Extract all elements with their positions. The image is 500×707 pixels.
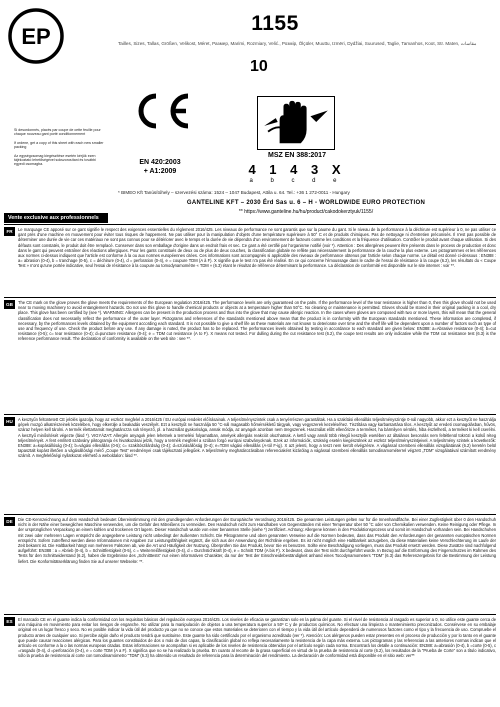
performance-letters: a b c d e bbox=[249, 178, 345, 184]
notified-body-line: * BIMEO Kft Tanúsítóhely – szervezési száma: 1524 – 1047 Budapest, Attila u. 64. Tel.: +36 1 272-0011 - Hungary bbox=[118, 190, 350, 195]
divider bbox=[4, 224, 496, 225]
divider bbox=[4, 614, 496, 615]
lang-text: The CE mark on the glove proves the glove meets the requirements of the European regulation 2016/425. The performance levels are only guaranteed on the palm. If the performance level of the tear resistance is higher than 0, then this glove should not be used near to moving machinery to avoid entanglement hazards. Do not use this glove to handle chemical products or objects at a temperature higher than 50°C. No cleaning or maintenance is permitted. Gloves should be stored in their original packing in a cool, dry place. This glove has been certified by (see *). WARNING: Allergens can be present in the production process and thus into the glove that may cause allergic reaction. In the cases where gloves are composed with two or more layers, this will mean that the general classification does not necessarily reflect the performance of the outer layer. Pictograms and references of the standards mentioned above mean that the product is in conformity with the European standards mentioned. These information are completed, if necessary, by the performances levels obtained by the equipment according each standard. It is not possible to give a shelf life as these materials are not known to deteriorate over time and the shelf life will be dependent upon a number of factors such as type of use and frequency of use. Check the product before any use. If any damage is noted, the product has to be replaced. The performances levels obtained by testing in accordance to each standard are given below: EN388: a=Abrasive resistance (0-4); b=cut resistance (0-5); c= tear resistance (0-4); d=puncture resistance (0-4); e = TDM cut resistance (A to F). X means not tested. For dulling during the cut resistance test (6.2), the coupe test results are only indicative while the TDM cut resistance test (6.3) is the reference performance result. The declaration of conformity is available on the web site : see **. bbox=[18, 300, 496, 342]
model-number: 1155 bbox=[251, 12, 299, 35]
product-url: ** https://www.ganteline.hu/hu/product/cakodokerztyuk/1155/ bbox=[238, 209, 374, 215]
warning-text: If ordene, get a copy of this sheet with each new smaller packing bbox=[14, 140, 104, 150]
warning-text: Si desordonnés, placés par coupe de cette feuille pour chaque nouveau gant porté conditionnement bbox=[14, 128, 101, 137]
lang-block-de bbox=[4, 517, 496, 612]
mechanical-risk-icon bbox=[257, 96, 335, 150]
divider bbox=[4, 514, 496, 515]
lang-code: HU bbox=[4, 417, 15, 426]
lang-code: FR bbox=[4, 227, 15, 236]
professional-banner: Vente exclusive aux professionnels bbox=[4, 213, 108, 223]
warning-text: Az egységcsomag kiegészítése esetén kérjük ezen tájékoztató lehetőségével sokszorosítani és további egyedi csomagba. bbox=[14, 153, 96, 167]
lang-code: DE bbox=[4, 517, 15, 526]
lang-text: El marcado CE en el guante indica la conformidad con los requisitos básicos del regulación europea 2016/425. Los niveles de eficacia se garantizan solo en la palma del guante. Si el nivel de resistencia al rasgado es superior a 0, no utilice este guante cerca de una máquina en movimiento para evitar los riesgos de enganche. No utilizar para la manipulación de objetos a una temperatura superior a 50º C y de productos químicos. No efectuar una limpieza o mantenimiento preconizados. Consérvese en su embalaje original en un lugar fresco y seco. No es posible indicar la vida útil del producto ya que no se conoce que estos materiales se deterioren con el tiempo y la vida útil del artículo dependerá de numerosos factores como el tipo y la frecuencia de uso. Compruebe el producto antes de cualquier uso. Si percibe algún daño el producto tendrá que sustituirse. Este guante ha sido certificado por el organismo acreditado (ver *). Atención: Los alérgenos pueden estar presentes en el proceso de producción y por lo tanto en el guante que puede causar reacciones alérgicas. Para los guantes constituidos de dos o más de dos capas, la clasificación global no refleja necesariamente la resistencia de la capa más externa. Los pictogramas y las referencias a las anteriores normas indican que el artículo es conforme a la o las normas europeas citadas. Estas informaciones se acompañan si es aplicable de los niveles de resistencia obtenidos por el artículo según cada norma. Encontrará los detalle a continuación: EN388: a=abrasión (0-4), b =corte (0-5), c =rasgado (0-4), d =perforación (0-4), e = corte TDM (A a F). X significa que no se ha realizado la prueba. En cuanto al recorte de la grasa superficial en virtud de la prueba de resistencia al corte (6.2), los resultados de la “Prueba de Corte” son a título indicativo, sólo la prueba de resistencia al corte con tomodinamómetro “TDM” (6.3) ha obtenido un resultado de referencia para la determinación del rendimiento. La declaración de conformidad está disponible en el sitio web: ver** bbox=[18, 617, 496, 659]
size-value: 10 bbox=[250, 58, 268, 75]
lang-text: Le marquage CE apposé sur ce gant signifie le respect des exigences essentielles du règlement 2016/425. Les niveaux de performance ne sont garantis que sur la paume du gant. Si le niveau de la performance à la déchirure est supérieur à 0, ne pas utiliser ce gant près d'une machine en mouvement pour éviter tous risques de happement. Ne pas utiliser pour la manipulation d'objets d'une température supérieure à 50° C et de produits chimiques. Pas de nettoyage ni d'entretien préconisés. Il n'est pas possible de déterminer une durée de vie car ces matériaux ne sont pas connus pour se détériorer avec le temps et la durée de vie dépendra d'un environnement de facteurs comme les conditions et la fréquence d'utilisation. Contrôler le produit avant chaque utilisation. Si des défauts sont constatés, le produit doit être remplacé. Conserver dans son emballage d'origine dans un endroit frais et sec. Ce gant a été certifié par l'organisme notifié (voir *). Attention : Des allergènes peuvent être présents dans le process de production et donc dans le gant qui peuvent entraîner des réactions allergiques. Pour les gants constitués de deux ou de plus de deux couches, la classification globale ne reflète pas nécessairement la performance de la couche la plus externe. Les pictogrammes et les références aux normes ci-dessus indiquent que l'article est conforme à la ou aux normes européennes citées. Ces informations sont accompagnés si applicable des niveaux de performance obtenus par l'article selon chaque norme. Le détail est donné ci-dessous : EN388 : a= abrasion (0-4), b = tranchage (0-5), c = déchirure (0-4), d = perforation (0-4), e = coupure TDM (A à F). X signifie que le test n'a pas été réalisé. En ce qui concerne l'émoussage dans le cadre de l'essai de résistance à la coupe (6.2), les résultats du « Coupe Test » n'ont qu'une portée indicative, seul l'essai de résistance à la coupure au tomodynamomètre « TDM » (6.3) étant le résultat de référence déterminant la performance. La déclaration de conformité est disponible sur le site internet : voir **. bbox=[18, 227, 496, 269]
performance-levels: 4 1 4 3 X bbox=[248, 162, 346, 177]
lang-block-hu bbox=[4, 417, 496, 512]
lang-block-es bbox=[4, 617, 496, 703]
lang-code: ES bbox=[4, 617, 15, 626]
lang-block-gb bbox=[4, 300, 496, 412]
ce-mark-icon bbox=[128, 92, 194, 130]
en388-standard: MSZ EN 388:2017 bbox=[268, 152, 326, 159]
manufacturer-name: GANTELINE KFT – 2030 Érd Sas u. 6 – H - WORLDWIDE EURO PROTECTION bbox=[186, 200, 426, 206]
packaging-warnings bbox=[14, 128, 104, 171]
lang-text: A kesztyűn feltüntetett CE jelölés igazolja, hogy az eszköz megfelel a 2016/425 / EU európai rendelet előírásainak. A teljesítményszintek csak a tenyérrészen garantáltak. Ha a szakítási ellenállás teljesítményszintje 0-nál nagyobb, akkor ezt a kesztyűt ne használja gépek mozgó alkatrészeinek közelében, hogy elkerülje a beakadás veszélyét. Ezt a kesztyűt ne használja 50 °C-nál magasabb hőmérsékletű tárgyak, vagy vegyszerek kezeléséhez. Tisztítása vagy karbantartása tilos. A kesztyűt az eredeti csomagolásban, hűvös, száraz helyen kell tárolni. A termék élettartamát meghatározza sok tényező, pl. a használat gyakorisága, annak módja, az anyagok azonban nem öregszenek. Használat előtt ellenőrizze a terméket, ha bármilyen sérülés, hiba észlelhető, a terméket ki kell cserélni. A kesztyű minősítését végezte (lásd *). VIGYÁZAT: Allergén anyagok jelen lehetnek a termelési folyamatban, amelyek allergiás reakciót okozhatnak. A kettő vagy annál több rétegű kesztyűk esetében az általános besorolás nem feltétlenül tükrözi a külső réteg teljesítményét. A fent említett szabvány piktogramja és hivatkozásai jelzik, hogy a termék megfelel a szóban forgó európai szabványoknak. Ezek az információk, szükség esetén kiegészülnek az eszköz teljesítményszintjeivel. A teljesítmény szintek a következők: EN388: a=kopásállóság (0-4); b=vágási ellenállás (0-5); c= szakítószilárdság (0-4); d=szúrásállóság (0-4); e=TDM vágási ellenállás (A-tól F-ig). X azt jelenti, hogy a teszt nem került elvégzésre. A vágással szembeni ellenállás vizsgálatának (6.2) keretén belül tapasztalt kopást illetően a vágásállósági mérő „Coupe Test” eredményei csak tájékoztató jellegűek. A teljesítmény meghatározásában referenciaként kizárólag a vágással szembeni ellenállás tomodinamométerrel végzett „TDM” vizsgálatával számított eredmény számít. A megfelelőségi nyilatkozat elérhető a weboldalon: lásd **. bbox=[18, 417, 496, 459]
lang-code: GB bbox=[4, 300, 15, 309]
divider bbox=[4, 297, 496, 298]
en420-standard: EN 420:2003 + A1:2009 bbox=[139, 159, 181, 175]
lang-block-fr bbox=[4, 227, 496, 295]
ep-logo bbox=[8, 8, 64, 64]
svg-text:EP: EP bbox=[21, 24, 51, 49]
sizes-label: Tailles, Sizes, Tallas, Größen, Velikost, Méret, Размер, Marimi, Rozmiary, Velić., Розмір, Ölçüler, Muuttu, Izmēri, Dydžiai, Suurused, Taglie, Tamanhos, Koot, Str. Maten, مقاسات bbox=[118, 41, 477, 46]
divider bbox=[4, 414, 496, 415]
lang-text: Die CE-Kennzeichnung auf dem Handschuh bedeutet Übereinstimmung mit den grundlegenden Anforderungen der Europäische Verordnung 2016/425. Die genannten Leistungen gelten nur für die Innenhandfläche. Bei einer Zugfestigkeit über 0 den Handschuh nicht in der Nähe einer beweglichen Maschine verwenden, um die Gefahr des Mitreißens zu vermeiden. Den Handschuh nicht zum Handhaben von Gegenständen mit einer Temperatur über 50 °C oder von Chemikalien verwenden. Keine Reinigung oder Pflege. In der ursprünglichen Verpackung an einem kühlen und trockenen Ort lagern. Dieser Handschuh wurde von einer benannten Stelle (siehe *) zertifiziert. Achtung: Allergene können in den Produktionsprozess und somit im Handschuh vorhanden sein. Bei Handschuhen mit zwei oder mehreren Lagen entspricht die angegebene Leistung nicht unbedingt der äußersten Schicht. Die Piktogramme und oben genannten Verweise auf die Normen bedeuten, dass das Produkt den Anforderungen der genannten europäischen Normen entspricht. Sofern zutreffend werden diese Informationen mit Angaben zur Leistungsfähigkeit ergänzt, die sich aus der Anwendung der Richtlinie ergeben. Es ist nicht möglich eine Haltbarkeit anzugeben, da diese Materialien keine Verschlechterung im Laufe der Zeit bekannt ist. Die Haltbarkeit hängt von mehreren Faktoren ab, wie die Art und Häufigkeit der Nutzung. Überprüfen Sie das Produkt, bevor Sie es benutzen. Sollte eine Beschädigung vorliegen, muss das Produkt ersetzt werden. Diese Zusätze sind nachfolgend aufgeführt: EN388 : a = Abrieb (0-4), b = Schnittfestigkeit (0-5), c = Weiterreißfestigkeit (0-4), d = Durchstichkraft (0-4), e = Schnitt TDM (A bis F). X bedeutet, dass der Test nicht durchgeführt wurde. In Bezug auf die Entformung des Fingerschutzes im Rahmen des Tests für den Schnittwiderstand (6.2), haben die Ergebnisse des „Schnitttests“ nur einen informativen Charakter, da nur der Test der Einschneidebeständigkeit anhand eines Tocodynamometers “TDM” (6.3) das Referenzergebnis für die Bestimmung der Leistung liefert. Die Konformitätserklärung finden Sie auf unserer Webseite: **. bbox=[18, 517, 496, 564]
